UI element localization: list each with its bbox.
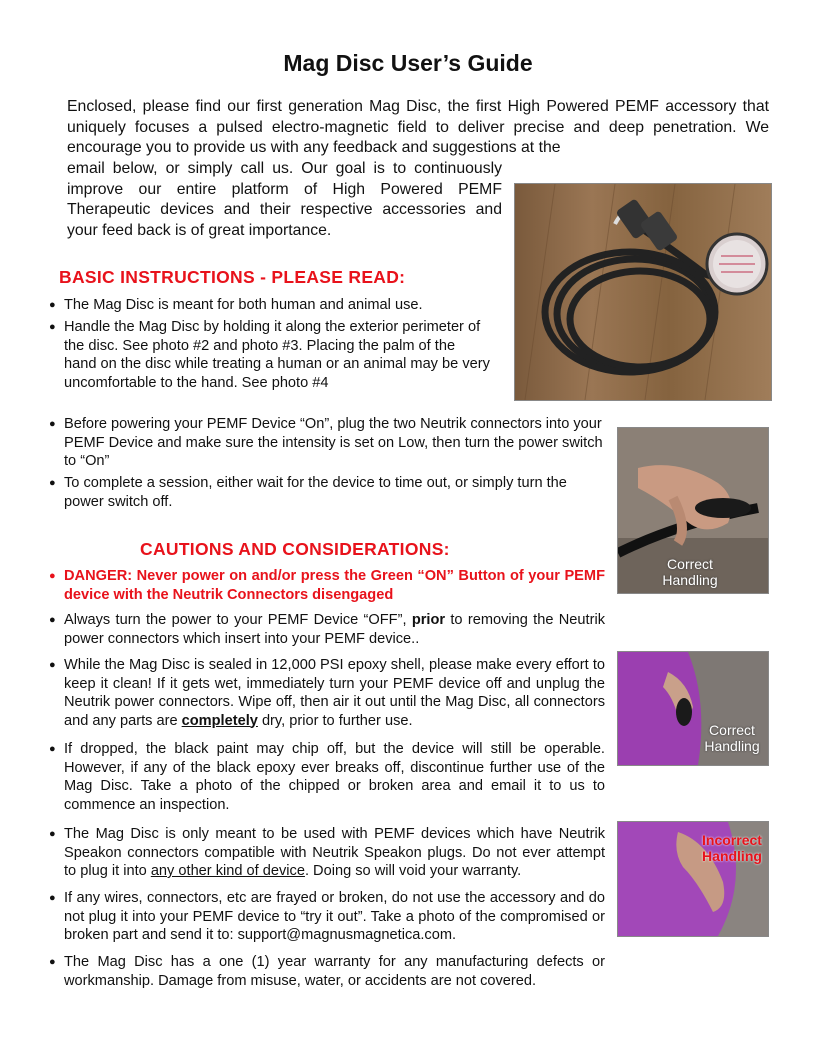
- basic-instructions-list-4: [49, 474, 609, 511]
- list-item: ● The Mag Disc is meant for both human and animal use.: [49, 296, 489, 315]
- incorrect-handling-photo: [617, 821, 769, 937]
- caution-item-6: [49, 889, 605, 945]
- correct-handling-caption-2: Correct Handling: [704, 722, 760, 754]
- list-item: ● To complete a session, either wait for the device to time out, or simply turn the power switch off.: [49, 474, 609, 511]
- correct-handling-photo-2: [617, 651, 769, 766]
- correct-handling-photo-1: [617, 427, 769, 594]
- cautions-list: [49, 567, 605, 604]
- danger-item: ● DANGER: Never power on and/or press the Green “ON” Button of your PEMF device with the Neutrik Connectors disengaged: [49, 567, 605, 604]
- correct-handling-caption-1: Correct Handling: [662, 556, 718, 588]
- mag-disc-cable-image: [515, 184, 771, 400]
- basic-instructions-heading: BASIC INSTRUCTIONS - PLEASE READ:: [59, 267, 406, 287]
- list-item: ● Handle the Mag Disc by holding it along the exterior perimeter of the disc. See photo #2 and photo #3. Placing the palm of the hand on the disc while treating a human or an animal may be very uncomfortable to the hand. See photo #4: [49, 318, 491, 392]
- caution-item-3: [49, 656, 605, 730]
- incorrect-handling-caption: Incorrect Handling: [702, 832, 762, 864]
- list-item: ● The Mag Disc has a one (1) year warranty for any manufacturing defects or workmanship. Damage from misuse, water, or accidents are not covered.: [49, 953, 605, 990]
- list-item: ● Always turn the power to your PEMF Device “OFF”, prior to removing the Neutrik power connectors which insert into your PEMF device..: [49, 611, 605, 648]
- caution-item-2: [49, 611, 605, 648]
- basic-instructions-list-3: [49, 415, 609, 471]
- caution-item-4: [49, 740, 605, 814]
- list-item: ● Before powering your PEMF Device “On”, plug the two Neutrik connectors into your PEMF Device and make sure the intensity is set on Low, then turn the power switch to “On”: [49, 415, 609, 471]
- list-item: ● While the Mag Disc is sealed in 12,000 PSI epoxy shell, please make every effort to keep it clean! If it gets wet, immediately turn your PEMF device off and unplug the Neutrik power connectors. Wipe off, then air it out until the Mag Disc, all connectors and any parts are completely dry, prior to further use.: [49, 656, 605, 730]
- intro-paragraph-continued: email below, or simply call us. Our goal is to continuously improve our entire platform of High Powered PEMF Therapeutic devices and their respective accessories and your feed back is of great importance.: [67, 160, 502, 239]
- basic-instructions-list-2: [49, 318, 491, 392]
- list-item: ● If any wires, connectors, etc are frayed or broken, do not use the accessory and do not plug it into your PEMF device to “try it out”. Take a photo of the compromised or broken part and send it to: support@magnusmagnetica.com.: [49, 889, 605, 945]
- basic-instructions-list: [49, 296, 489, 315]
- caution-item-7: [49, 953, 605, 990]
- cautions-heading: CAUTIONS AND CONSIDERATIONS:: [140, 539, 450, 559]
- list-item: ● The Mag Disc is only meant to be used with PEMF devices which have Neutrik Speakon connectors compatible with Neutrik Speakon plugs. Do not ever attempt to plug it into any other kind of device. Doing so will void your warranty.: [49, 825, 605, 881]
- list-item: ● If dropped, the black paint may chip off, but the device will still be operable. However, if any of the black epoxy ever breaks off, discontinue further use of the Mag Disc. Take a photo of the chipped or broken area and email it to us to commence an inspection.: [49, 740, 605, 814]
- intro-paragraph: Enclosed, please find our first generation Mag Disc, the first High Powered PEMF accessory that uniquely focuses a pulsed electro-magnetic field to deliver precise and deep penetration. We encourage you to provide us with any feedback and suggestions at the: [67, 98, 769, 156]
- page-title: Mag Disc User’s Guide: [283, 50, 533, 76]
- mag-disc-photo: [514, 183, 772, 401]
- caution-item-5: [49, 825, 605, 881]
